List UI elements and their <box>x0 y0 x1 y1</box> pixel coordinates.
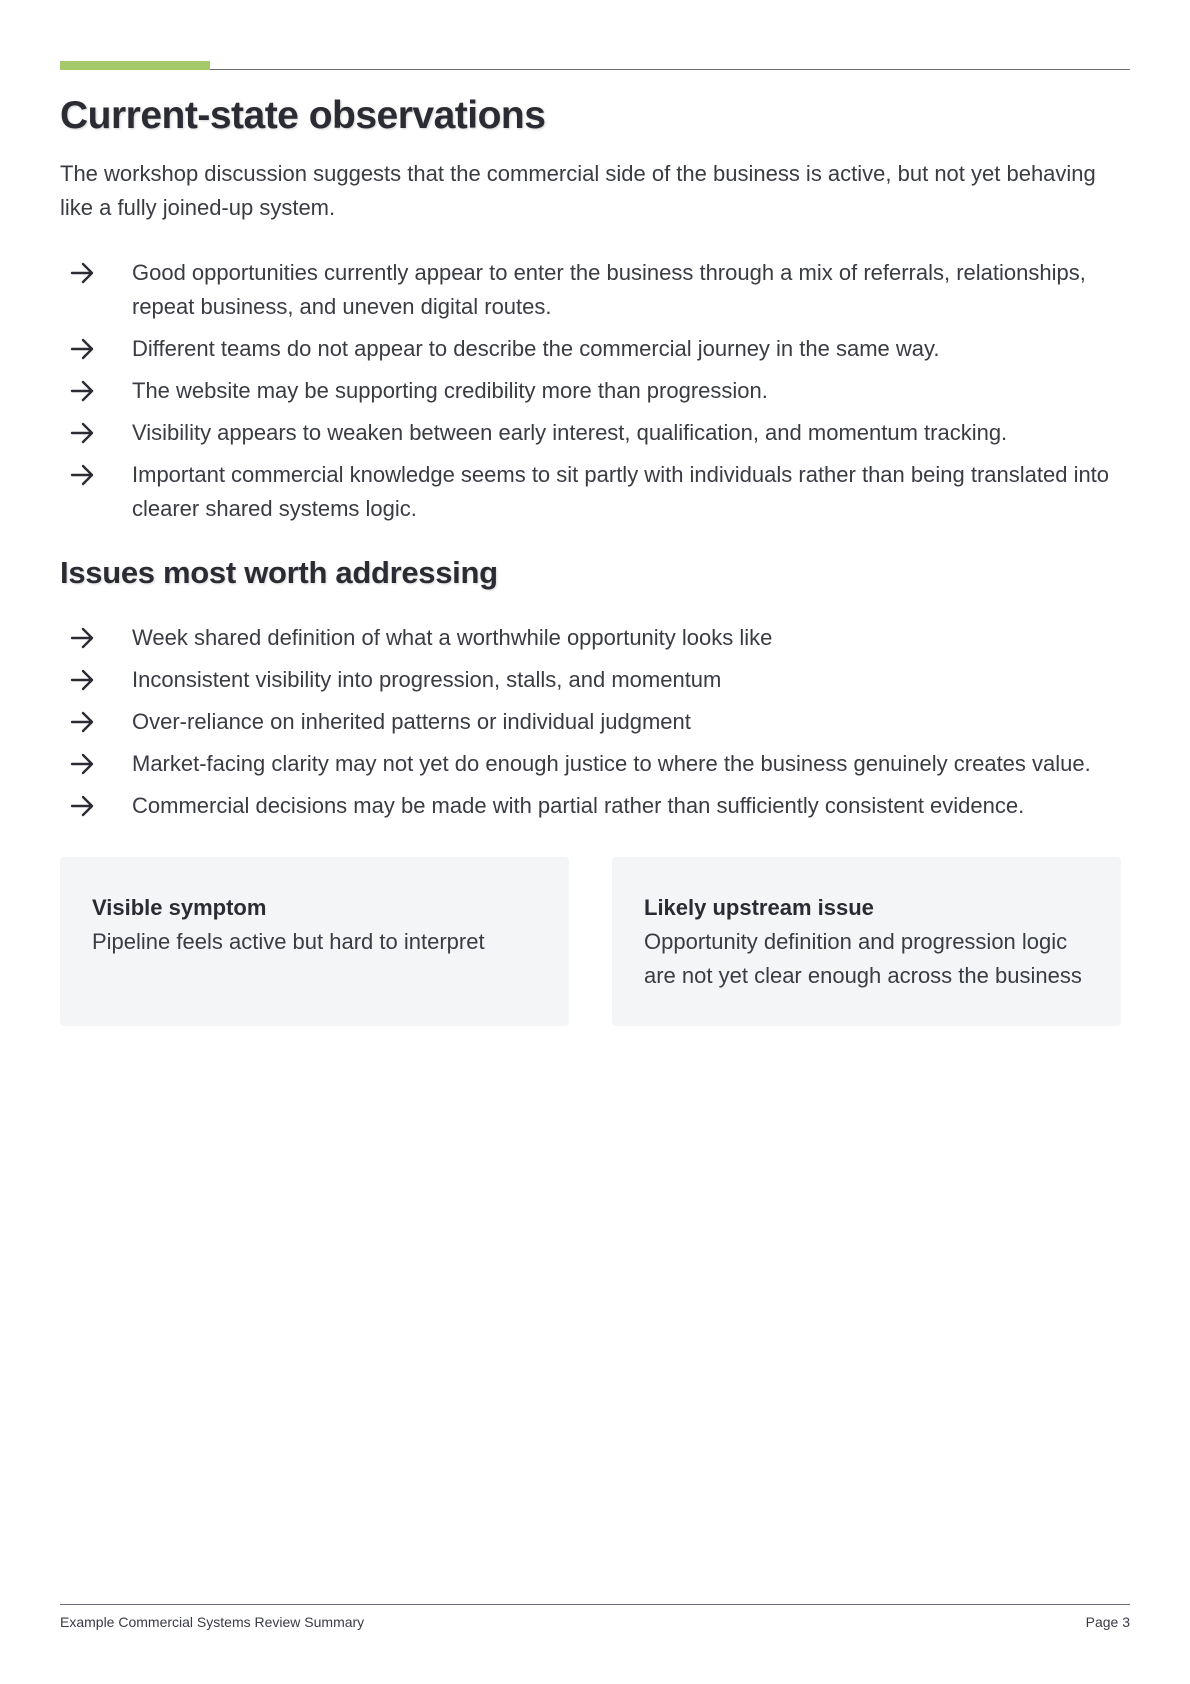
card-text: Pipeline feels active but hard to interpret <box>92 929 485 954</box>
section-title-issues: Issues most worth addressing <box>60 555 498 590</box>
list-item <box>60 663 1130 697</box>
symptom-card <box>60 857 569 1026</box>
issues-list <box>60 621 1130 831</box>
list-item-text: Different teams do not appear to describe the commercial journey in the same way. <box>132 336 940 361</box>
card-title: Visible symptom <box>92 895 267 920</box>
list-item-text: Good opportunities currently appear to enter the business through a mix of referrals, relationships, repeat business, and uneven digital routes. <box>132 260 1086 319</box>
list-item-text: Over-reliance on inherited patterns or individual judgment <box>132 709 691 734</box>
list-item <box>60 789 1130 823</box>
list-item-text: The website may be supporting credibility more than progression. <box>132 378 768 403</box>
arrow-right-icon <box>70 627 96 649</box>
arrow-right-icon <box>70 422 96 444</box>
list-item <box>60 332 1130 366</box>
footer-page-number: Page 3 <box>1085 1614 1130 1630</box>
list-item-text: Market-facing clarity may not yet do enough justice to where the business genuinely creates value. <box>132 751 1091 776</box>
list-item <box>60 621 1130 655</box>
list-item-text: Inconsistent visibility into progression, stalls, and momentum <box>132 667 722 692</box>
arrow-right-icon <box>70 795 96 817</box>
list-item <box>60 256 1130 324</box>
footer-document-title: Example Commercial Systems Review Summary <box>60 1614 365 1630</box>
list-item-text: Commercial decisions may be made with partial rather than sufficiently consistent evidence. <box>132 793 1025 818</box>
list-item-text: Visibility appears to weaken between early interest, qualification, and momentum tracking. <box>132 420 1008 445</box>
arrow-right-icon <box>70 380 96 402</box>
card-title: Likely upstream issue <box>644 895 874 920</box>
arrow-right-icon <box>70 338 96 360</box>
section-intro: The workshop discussion suggests that the commercial side of the business is active, but not yet behaving like a fully joined-up system. <box>60 161 1096 220</box>
arrow-right-icon <box>70 711 96 733</box>
list-item <box>60 705 1130 739</box>
document-page <box>60 0 1130 1684</box>
list-item-text: Week shared definition of what a worthwhile opportunity looks like <box>132 625 773 650</box>
upstream-issue-card <box>612 857 1121 1026</box>
list-item <box>60 416 1130 450</box>
top-accent-bar <box>60 61 210 70</box>
list-item <box>60 374 1130 408</box>
arrow-right-icon <box>70 262 96 284</box>
observations-list <box>60 256 1130 534</box>
arrow-right-icon <box>70 753 96 775</box>
footer-rule <box>60 1604 1130 1605</box>
top-rule <box>60 69 1130 70</box>
list-item <box>60 458 1130 526</box>
list-item-text: Important commercial knowledge seems to sit partly with individuals rather than being translated into clearer shared systems logic. <box>132 462 1110 521</box>
card-text: Opportunity definition and progression logic are not yet clear enough across the business <box>644 929 1082 988</box>
arrow-right-icon <box>70 464 96 486</box>
section-title-observations: Current-state observations <box>60 94 546 137</box>
arrow-right-icon <box>70 669 96 691</box>
list-item <box>60 747 1130 781</box>
